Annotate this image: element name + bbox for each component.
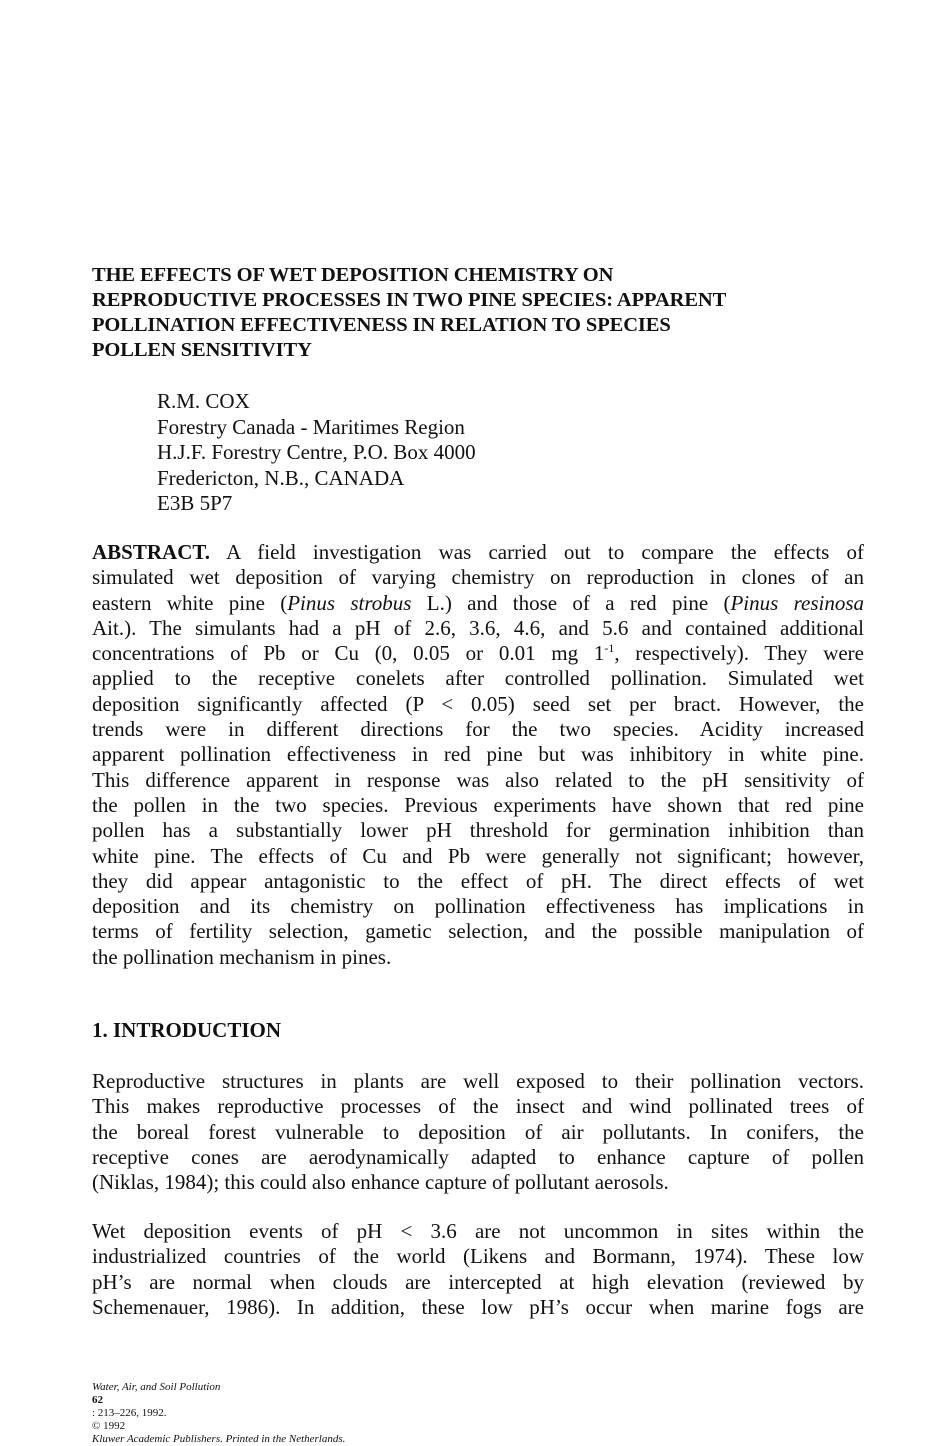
citation-line: [92, 1381, 345, 1420]
affiliation-line: Forestry Canada - Maritimes Region: [157, 414, 465, 439]
abstract-text: , respectively). They were: [614, 641, 865, 666]
superscript: -1: [604, 641, 615, 656]
journal-name: Water, Air, and Soil Pollution: [92, 1381, 221, 1393]
copyright-text: Kluwer Academic Publishers. Printed in the Netherlands.: [92, 1433, 346, 1445]
abstract-line: simulated wet deposition of varying chemistry on reproduction in clones of an: [92, 565, 864, 590]
abstract-text: eastern white pine (: [92, 590, 288, 615]
affiliation-line: Fredericton, N.B., CANADA: [157, 465, 405, 490]
abstract-line: the pollination mechanism in pines.: [92, 944, 392, 969]
abstract-line: [92, 591, 864, 616]
abstract-line: This difference apparent in response was also related to the pH sensitivity of: [92, 767, 864, 792]
section-heading: 1. INTRODUCTION: [92, 1018, 282, 1042]
title-line: POLLEN SENSITIVITY: [92, 339, 312, 361]
abstract-text: A field investigation was carried out to compare the effects of: [210, 540, 864, 564]
volume-number: 62: [92, 1394, 103, 1406]
intro-paragraph-2: [92, 1219, 864, 1320]
paragraph-line: This makes reproductive processes of the insect and wind pollinated trees of: [92, 1094, 864, 1119]
abstract-text: concentrations of Pb or Cu (0, 0.05 or 0.01 mg 1: [92, 641, 605, 666]
abstract-line: pollen has a substantially lower pH threshold for germination inhibition than: [92, 818, 864, 843]
abstract-line: [92, 641, 864, 666]
abstract-text: L.) and those of a red pine (: [411, 590, 731, 615]
abstract-line: trends were in different directions for the two species. Acidity increased: [92, 717, 864, 742]
affiliation-line: H.J.F. Forestry Centre, P.O. Box 4000: [157, 440, 476, 464]
abstract-line: terms of fertility selection, gametic selection, and the possible manipulation of: [92, 919, 864, 944]
author-block: [157, 389, 476, 517]
abstract-line: the pollen in the two species. Previous experiments have shown that red pine: [92, 792, 864, 817]
title-line: REPRODUCTIVE PROCESSES IN TWO PINE SPECIES: APPARENT: [92, 289, 727, 311]
abstract-line: white pine. The effects of Cu and Pb were generally not significant; however,: [92, 843, 864, 868]
abstract: [92, 540, 864, 970]
copyright-prefix: © 1992: [92, 1420, 126, 1432]
intro-paragraph-1: [92, 1069, 864, 1195]
species-name: Pinus resinosa: [730, 590, 864, 615]
paragraph-line: Schemenauer, 1986). In addition, these low pH’s occur when marine fogs are: [92, 1294, 864, 1319]
paragraph-line: receptive cones are aerodynamically adapted to enhance capture of pollen: [92, 1144, 864, 1169]
paragraph-line: industrialized countries of the world (Likens and Bormann, 1974). These low: [92, 1244, 864, 1269]
paragraph-line: pH’s are normal when clouds are intercepted at high elevation (reviewed by: [92, 1269, 864, 1294]
abstract-line: deposition and its chemistry on pollination effectiveness has implications in: [92, 894, 864, 919]
species-name: Pinus strobus: [287, 590, 412, 615]
abstract-line: apparent pollination effectiveness in red pine but was inhibitory in white pine.: [92, 742, 864, 767]
author-name: R.M. COX: [157, 389, 250, 413]
abstract-line: they did appear antagonistic to the effect of pH. The direct effects of wet: [92, 868, 864, 893]
title-line: POLLINATION EFFECTIVENESS IN RELATION TO SPECIES: [92, 314, 671, 336]
page-footer: [92, 1381, 345, 1446]
paragraph-line: Wet deposition events of pH < 3.6 are not uncommon in sites within the: [92, 1219, 864, 1243]
paragraph-line: the boreal forest vulnerable to deposition of air pollutants. In conifers, the: [92, 1119, 864, 1144]
abstract-label: ABSTRACT.: [92, 540, 211, 564]
copyright-line: [92, 1420, 345, 1446]
paragraph-line: (Niklas, 1984); this could also enhance capture of pollutant aerosols.: [92, 1170, 669, 1195]
paper-title: [92, 263, 872, 363]
abstract-line: deposition significantly affected (P < 0.05) seed set per bract. However, the: [92, 691, 864, 716]
title-line: THE EFFECTS OF WET DEPOSITION CHEMISTRY ON: [92, 264, 614, 286]
abstract-line: Ait.). The simulants had a pH of 2.6, 3.6, 4.6, and 5.6 and contained additional: [92, 615, 864, 640]
paragraph-line: Reproductive structures in plants are well exposed to their pollination vectors.: [92, 1069, 864, 1093]
affiliation-line: E3B 5P7: [157, 491, 233, 515]
abstract-line: [92, 540, 864, 565]
abstract-line: applied to the receptive conelets after controlled pollination. Simulated wet: [92, 666, 864, 691]
citation-pages: : 213–226, 1992.: [92, 1407, 167, 1419]
